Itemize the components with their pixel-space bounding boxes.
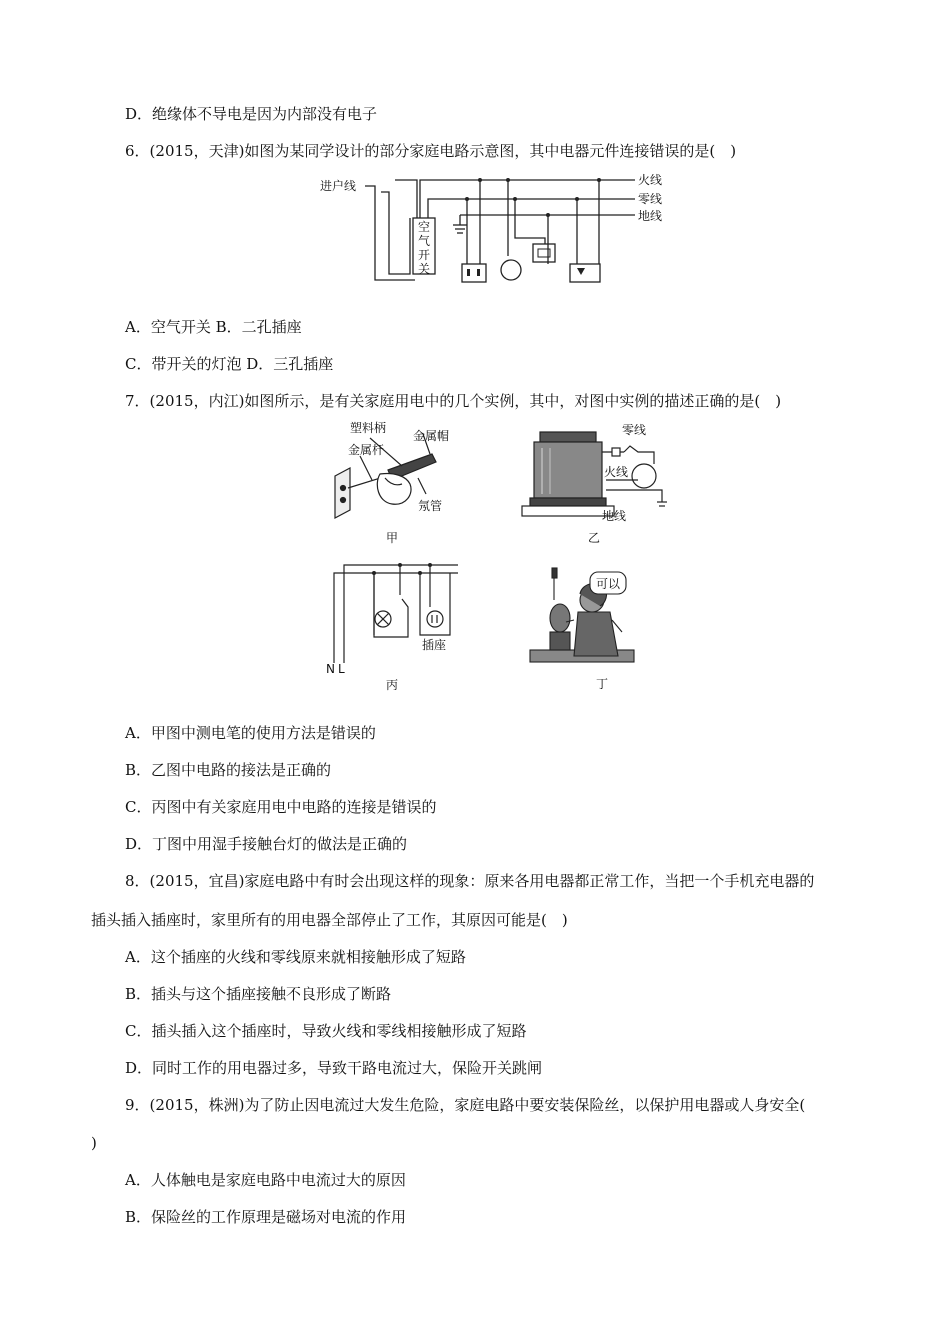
q6-neutral-label: 零线 (638, 192, 663, 206)
q9-stem-line2: ) (91, 1134, 97, 1152)
q6-stem: 6．(2015，天津)如图为某同学设计的部分家庭电路示意图，其中电器元件连接错误的是( ) (125, 142, 737, 160)
q7-option-d: D．丁图中用湿手接触台灯的做法是正确的 (125, 835, 408, 853)
q9-option-b: B．保险丝的工作原理是磁场对电流的作用 (125, 1208, 407, 1226)
q8-stem-line2: 插头插入插座时，家里所有的用电器全部停止了工作，其原因可能是( ) (91, 911, 568, 929)
q6-switch-char: 关 (418, 262, 431, 276)
q7-yi-neutral: 零线 (622, 423, 647, 437)
q7-jia-plastic-handle: 塑料柄 (350, 421, 387, 435)
q6-incoming-label: 进户线 (320, 179, 357, 193)
q6-live-label: 火线 (638, 173, 663, 187)
q7-jia-caption: 甲 (386, 531, 399, 545)
q7-jia-metal-rod: 金属杆 (348, 443, 385, 457)
q7-figure-jia (330, 418, 460, 546)
q7-bing-n: N (326, 662, 335, 676)
q6-ground-label: 地线 (638, 209, 663, 223)
q7-option-a: A．甲图中测电笔的使用方法是错误的 (125, 724, 376, 742)
q7-figure-ding (530, 560, 670, 692)
q6-switch-char: 空 (418, 220, 431, 234)
q7-stem: 7．(2015，内江)如图所示，是有关家庭用电中的几个实例，其中，对图中实例的描述正确的是( ) (125, 392, 782, 410)
q7-bing-l: L (338, 662, 345, 676)
q7-yi-live: 火线 (604, 465, 629, 479)
q7-bing-caption: 丙 (386, 678, 399, 692)
q6-circuit-diagram (315, 168, 675, 290)
q6-switch-char: 开 (418, 248, 431, 262)
q8-option-c: C．插头插入这个插座时，导致火线和零线相接触形成了短路 (125, 1022, 527, 1040)
q6-options-line1: A．空气开关 B．二孔插座 (125, 318, 302, 336)
q7-yi-ground: 地线 (602, 509, 627, 523)
q7-jia-neon-tube: 氖管 (418, 499, 443, 513)
q5-option-d: D．绝缘体不导电是因为内部没有电子 (125, 105, 378, 123)
q7-ding-caption: 丁 (596, 677, 609, 691)
q7-yi-caption: 乙 (588, 531, 601, 545)
q7-figure-yi (520, 418, 670, 546)
q9-stem-line1: 9．(2015，株洲)为了防止因电流过大发生危险，家庭电路中要安装保险丝，以保护用电器或人身安全( (125, 1096, 806, 1114)
q8-stem-line1: 8．(2015，宜昌)家庭电路中有时会出现这样的现象：原来各用电器都正常工作，当把一个手机充电器的 (125, 872, 815, 890)
q7-bing-socket: 插座 (422, 638, 447, 652)
q6-switch-char: 气 (418, 234, 431, 248)
q7-option-b: B．乙图中电路的接法是正确的 (125, 761, 332, 779)
q7-option-c: C．丙图中有关家庭用电中电路的连接是错误的 (125, 798, 437, 816)
q8-option-d: D．同时工作的用电器过多，导致干路电流过大，保险开关跳闸 (125, 1059, 543, 1077)
q7-ding-speech: 可以 (596, 577, 621, 591)
q7-jia-metal-cap: 金属帽 (413, 429, 450, 443)
q8-option-b: B．插头与这个插座接触不良形成了断路 (125, 985, 392, 1003)
q6-options-line2: C．带开关的灯泡 D．三孔插座 (125, 355, 334, 373)
q7-figure-bing (318, 555, 463, 693)
q9-option-a: A．人体触电是家庭电路中电流过大的原因 (125, 1171, 406, 1189)
q8-option-a: A．这个插座的火线和零线原来就相接触形成了短路 (125, 948, 466, 966)
